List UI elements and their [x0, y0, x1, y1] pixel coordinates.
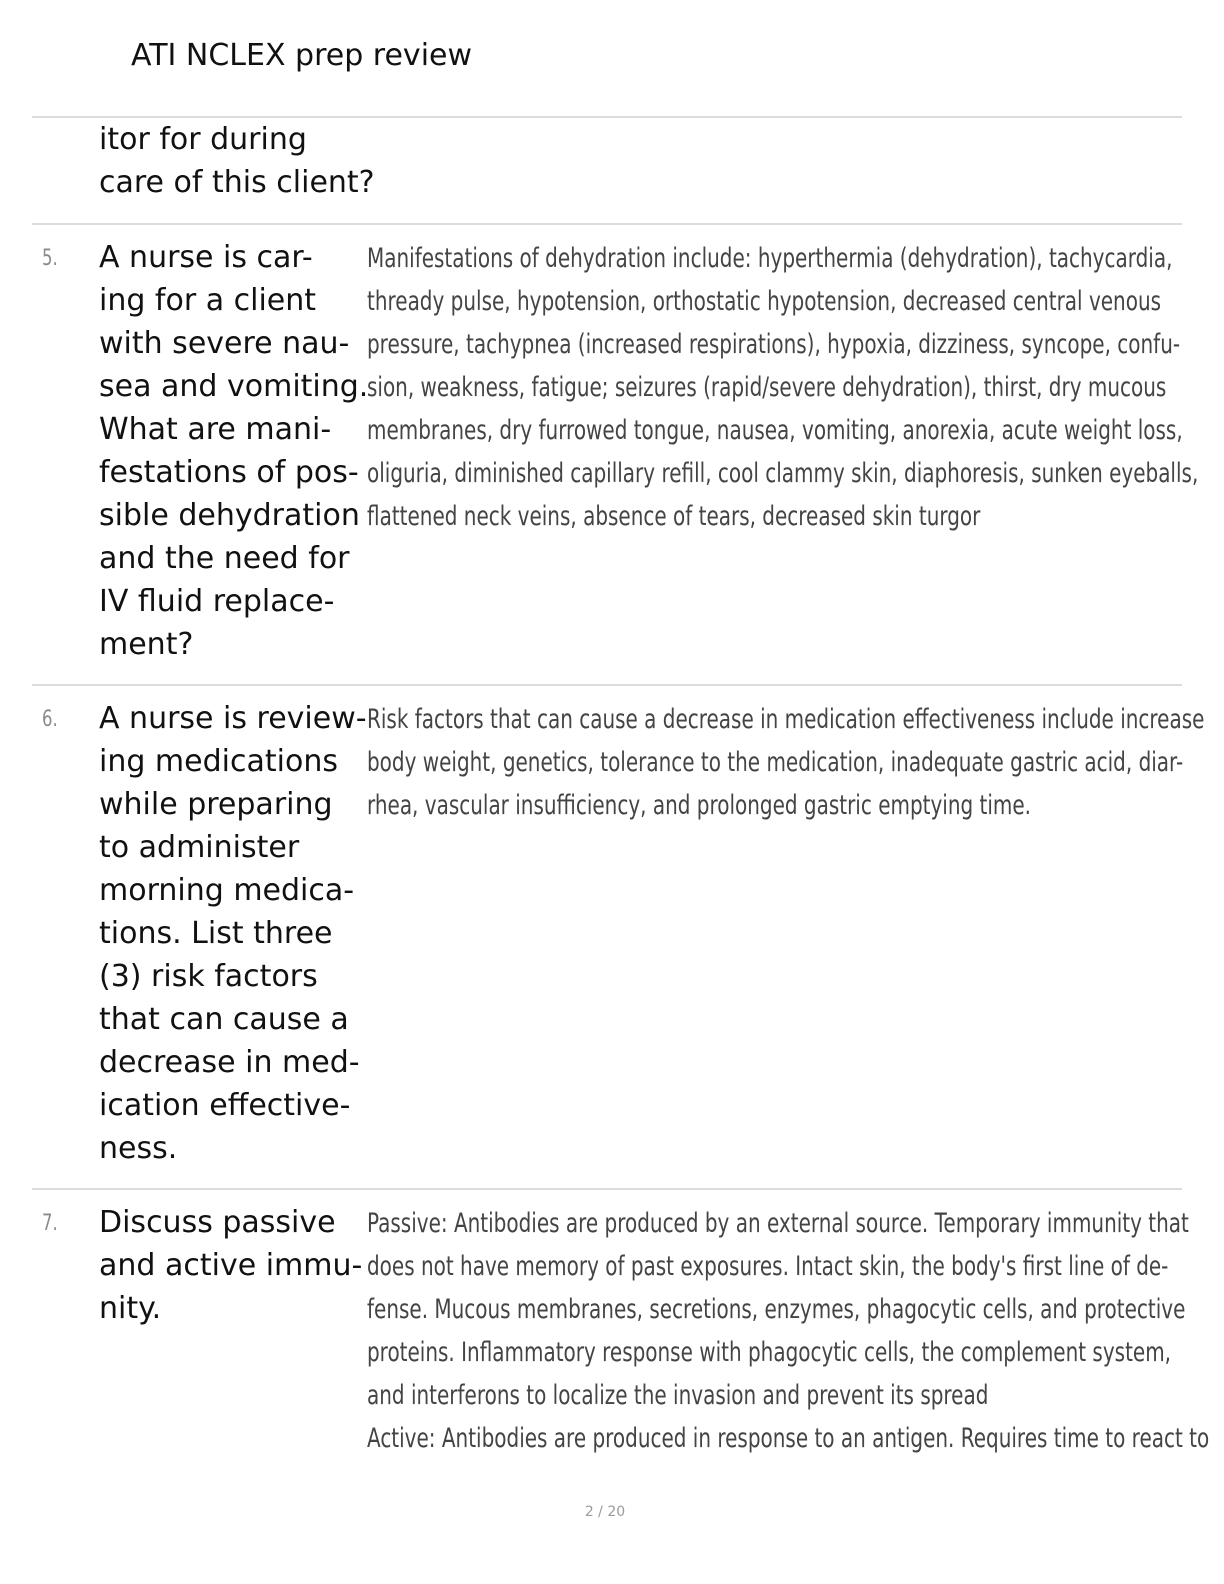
divider — [32, 1188, 1182, 1190]
question-line: ing for a client — [99, 283, 317, 318]
item-number: 5. — [42, 246, 58, 271]
question-line: morning medica- — [99, 873, 355, 908]
question-line: festations of pos- — [99, 455, 359, 490]
answer-line: flattened neck veins, absence of tears, decreased skin turgor — [367, 501, 981, 532]
question-line: IV fluid replace- — [99, 584, 335, 619]
item-number: 7. — [42, 1211, 58, 1236]
question-line: What are mani- — [99, 412, 332, 447]
question-line: A nurse is review- — [99, 701, 367, 736]
question-line: ication effective- — [99, 1088, 351, 1123]
answer-line: oliguria, diminished capillary refill, cool clammy skin, diaphoresis, sunken eyeballs, — [367, 458, 1199, 489]
question-line: Discuss passive — [99, 1205, 336, 1240]
question-line: (3) risk factors — [99, 959, 318, 994]
answer-line: does not have memory of past exposures. Intact skin, the body's first line of de- — [367, 1251, 1169, 1282]
question-line: sible dehydration — [99, 498, 360, 533]
question-line: and the need for — [99, 541, 350, 576]
question-line: tions. List three — [99, 916, 333, 951]
answer-line: Active: Antibodies are produced in response to an antigen. Requires time to react to — [367, 1423, 1210, 1454]
question-line: decrease in med- — [99, 1045, 360, 1080]
question-line: itor for during — [99, 122, 307, 157]
answer-line: membranes, dry furrowed tongue, nausea, vomiting, anorexia, acute weight loss, — [367, 415, 1183, 446]
question-line: ment? — [99, 627, 194, 662]
question-line: that can cause a — [99, 1002, 349, 1037]
divider — [32, 223, 1182, 225]
question-line: ness. — [99, 1131, 178, 1166]
question-text — [99, 697, 367, 1170]
page-indicator: 2 / 20 — [584, 1504, 626, 1520]
question-line: and active immu- — [99, 1248, 363, 1283]
question-line: sea and vomiting. — [99, 369, 369, 404]
question-line: A nurse is car- — [99, 240, 313, 275]
answer-text — [367, 698, 1205, 827]
answer-line: Risk factors that can cause a decrease in medication effectiveness include increase — [367, 704, 1205, 735]
continued-question — [99, 118, 375, 204]
answer-line: sion, weakness, fatigue; seizures (rapid/severe dehydration), thirst, dry mucous — [367, 372, 1167, 403]
answer-line: Manifestations of dehydration include: hyperthermia (dehydration), tachycardia, — [367, 243, 1173, 274]
answer-line: fense. Mucous membranes, secretions, enzymes, phagocytic cells, and protective — [367, 1294, 1186, 1325]
answer-line: Passive: Antibodies are produced by an external source. Temporary immunity that — [367, 1208, 1189, 1239]
question-line: care of this client? — [99, 165, 375, 200]
question-line: with severe nau- — [99, 326, 350, 361]
document-title: ATI NCLEX prep review — [131, 38, 473, 73]
item-number: 6. — [42, 707, 58, 732]
answer-line: pressure, tachypnea (increased respirations), hypoxia, dizziness, syncope, confu- — [367, 329, 1181, 360]
answer-line: rhea, vascular insufficiency, and prolonged gastric emptying time. — [367, 790, 1032, 821]
answer-line: and interferons to localize the invasion and prevent its spread — [367, 1380, 989, 1411]
answer-line: proteins. Inflammatory response with phagocytic cells, the complement system, — [367, 1337, 1172, 1368]
answer-line: body weight, genetics, tolerance to the medication, inadequate gastric acid, diar- — [367, 747, 1184, 778]
answer-text — [367, 1202, 1210, 1460]
question-text — [99, 236, 367, 666]
question-line: nity. — [99, 1291, 162, 1326]
question-line: while preparing — [99, 787, 333, 822]
question-text — [99, 1201, 367, 1330]
question-line: to administer — [99, 830, 300, 865]
divider — [32, 684, 1182, 686]
answer-text — [367, 237, 1199, 538]
answer-line: thready pulse, hypotension, orthostatic hypotension, decreased central venous — [367, 286, 1162, 317]
question-line: ing medications — [99, 744, 338, 779]
